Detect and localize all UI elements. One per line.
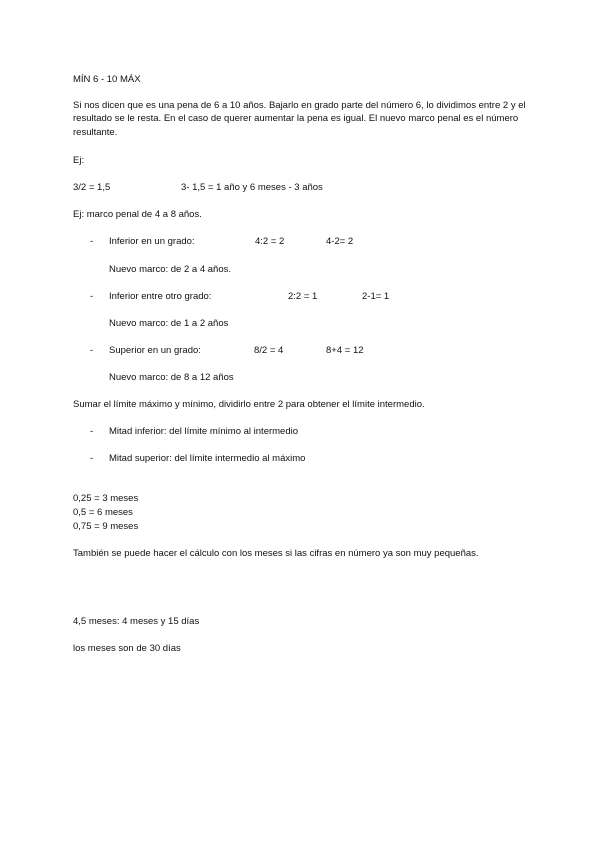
grade-calc-division: 8/2 = 4 xyxy=(254,345,284,356)
grade-label: Superior en un grado: xyxy=(109,345,201,356)
grade-label: Inferior en un grado: xyxy=(109,236,195,247)
fraction-line: 0,75 = 9 meses xyxy=(73,521,139,532)
example2-title: Ej: marco penal de 4 a 8 años. xyxy=(73,209,202,220)
half-item: Mitad superior: del límite intermedio al máximo xyxy=(109,453,306,464)
grade-calc-division: 2:2 = 1 xyxy=(288,291,318,302)
sum-text: Sumar el límite máximo y mínimo, dividirlo entre 2 para obtener el límite intermedio. xyxy=(73,399,425,410)
grade-calc-division: 4:2 = 2 xyxy=(255,236,285,247)
example-calc-left: 3/2 = 1,5 xyxy=(73,182,111,193)
grade-result: Nuevo marco: de 2 a 4 años. xyxy=(109,264,231,275)
grade-calc-operation: 2-1= 1 xyxy=(362,291,390,302)
example-label: Ej: xyxy=(73,155,85,166)
list-bullet: - xyxy=(90,453,94,464)
list-bullet: - xyxy=(90,291,94,302)
half-item: Mitad inferior: del límite mínimo al intermedio xyxy=(109,426,299,437)
grade-calc-operation: 4-2= 2 xyxy=(326,236,354,247)
fraction-line: 0,25 = 3 meses xyxy=(73,493,139,504)
grade-label: Inferior entre otro grado: xyxy=(109,291,212,302)
months-note: También se puede hacer el cálculo con los meses si las cifras en número ya son muy pequeñas. xyxy=(73,548,479,559)
month-days-note: los meses son de 30 días xyxy=(73,643,181,654)
list-bullet: - xyxy=(90,236,94,247)
grade-result: Nuevo marco: de 1 a 2 años xyxy=(109,318,229,329)
document-heading: MÍN 6 - 10 MÁX xyxy=(73,74,141,85)
grade-result: Nuevo marco: de 8 a 12 años xyxy=(109,372,234,383)
months-example: 4,5 meses: 4 meses y 15 días xyxy=(73,616,200,627)
intro-paragraph: Si nos dicen que es una pena de 6 a 10 años. Bajarlo en grado parte del número 6, lo dividimos entre 2 y el resultado se le resta. En el caso de querer aumentar la pena es igual. El nuevo marco penal es el número resultante. xyxy=(73,100,526,138)
grade-calc-operation: 8+4 = 12 xyxy=(326,345,364,356)
list-bullet: - xyxy=(90,345,94,356)
fraction-line: 0,5 = 6 meses xyxy=(73,507,133,518)
example-calc-right: 3- 1,5 = 1 año y 6 meses - 3 años xyxy=(181,182,323,193)
list-bullet: - xyxy=(90,426,94,437)
